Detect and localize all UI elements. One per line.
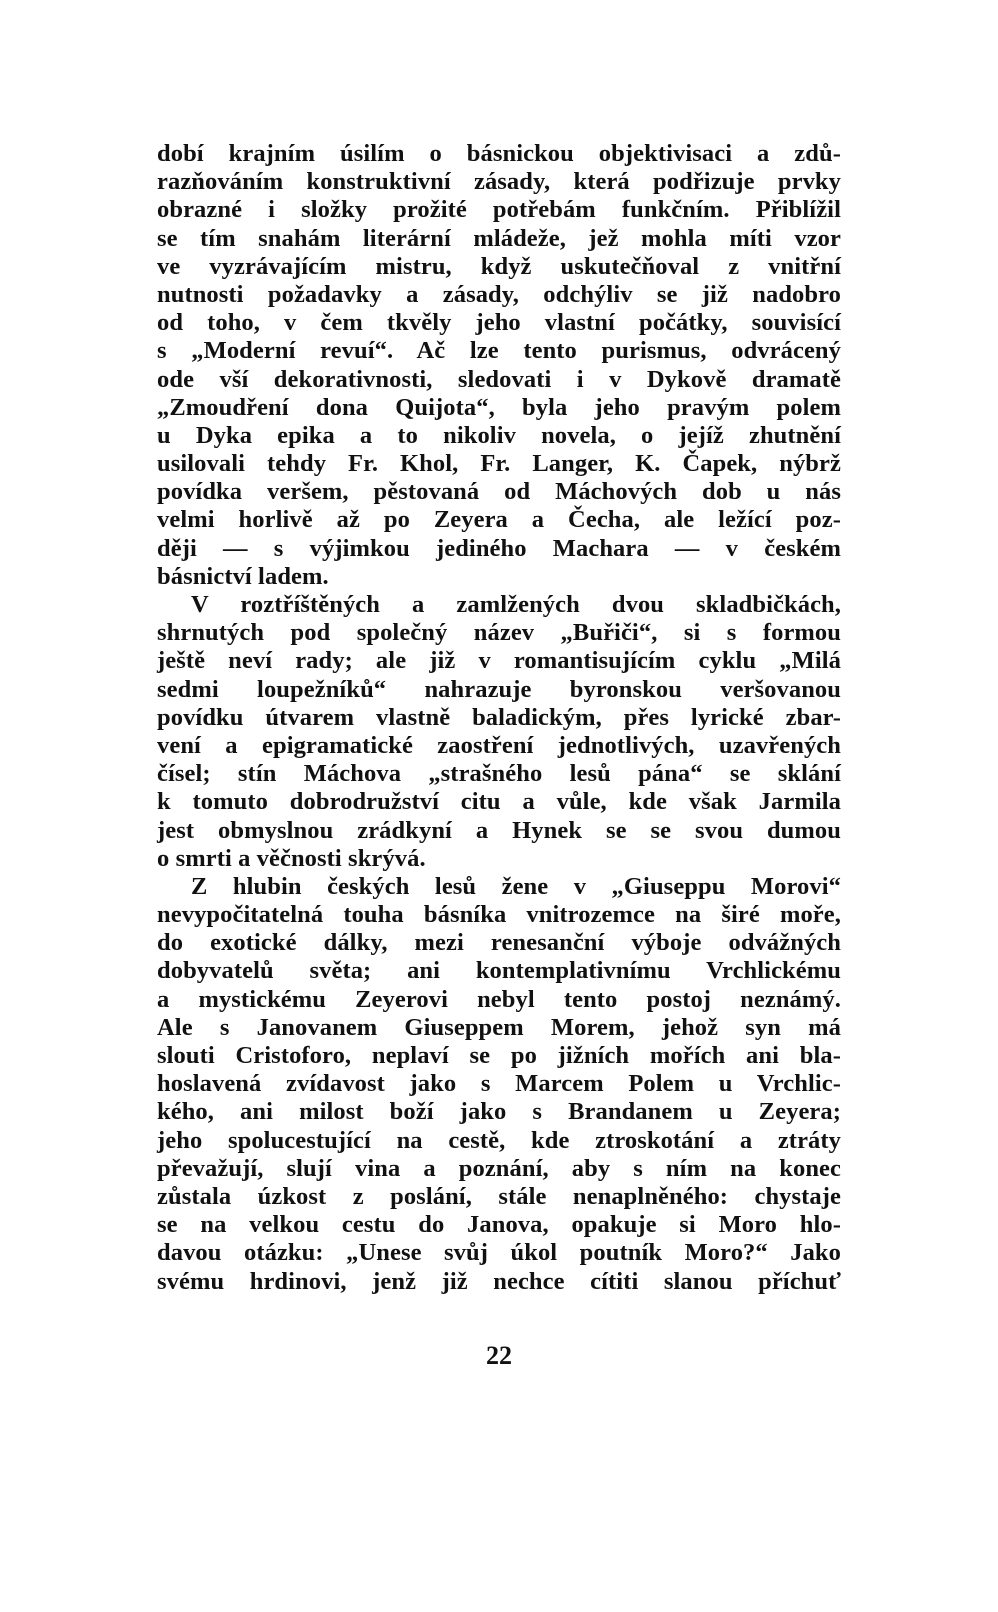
text-line: a mystickému Zeyerovi nebyl tento postoj neznámý. bbox=[157, 985, 841, 1013]
text-line: nutnosti požadavky a zásady, odchýliv se již nadobro bbox=[157, 280, 841, 308]
text-line: u Dyka epika a to nikoliv novela, o jejíž zhutnění bbox=[157, 421, 841, 449]
text-line: sedmi loupežníků“ nahrazuje byronskou veršovanou bbox=[157, 675, 841, 703]
text-line: Ale s Janovanem Giuseppem Morem, jehož syn má bbox=[157, 1013, 841, 1041]
body-text bbox=[157, 140, 841, 1296]
text-line: básnictví ladem. bbox=[157, 562, 329, 590]
text-line: vení a epigramatické zaostření jednotlivých, uzavřených bbox=[157, 731, 841, 759]
text-line: ději — s výjimkou jediného Machara — v českém bbox=[157, 534, 841, 562]
text-line: povídka veršem, pěstovaná od Máchových dob u nás bbox=[157, 478, 841, 506]
text-line: jest obmyslnou zrádkyní a Hynek se se svou dumou bbox=[157, 816, 841, 844]
text-line: dobí krajním úsilím o básnickou objektivisaci a zdů- bbox=[157, 140, 841, 167]
text-line: kého, ani milost boží jako s Brandanem u Zeyera; bbox=[157, 1098, 841, 1126]
text-line: od toho, v čem tkvěly jeho vlastní počátky, souvisící bbox=[157, 309, 841, 337]
text-line: s „Moderní revuí“. Ač lze tento purismus, odvrácený bbox=[157, 337, 841, 365]
text-line: V roztříštěných a zamlžených dvou skladbičkách, bbox=[191, 591, 841, 618]
text-line: davou otázku: „Unese svůj úkol poutník Moro?“ Jako bbox=[157, 1239, 841, 1267]
text-line: k tomuto dobrodružství citu a vůle, kde však Jarmila bbox=[157, 788, 841, 816]
text-line: se tím snahám literární mládeže, jež mohla míti vzor bbox=[157, 224, 841, 252]
text-line: Z hlubin českých lesů žene v „Giuseppu Morovi“ bbox=[191, 872, 841, 900]
text-line: obrazné i složky prožité potřebám funkčním. Přiblížil bbox=[157, 196, 841, 224]
text-line: usilovali tehdy Fr. Khol, Fr. Langer, K. Čapek, nýbrž bbox=[157, 450, 841, 478]
text-line: svému hrdinovi, jenž již nechce cítiti slanou příchuť bbox=[157, 1267, 841, 1295]
text-line: razňováním konstruktivní zásady, která podřizuje prvky bbox=[157, 168, 841, 196]
text-line: dobyvatelů světa; ani kontemplativnímu Vrchlickému bbox=[157, 957, 841, 985]
text-line: nevypočitatelná touha básníka vnitrozemce na širé moře, bbox=[157, 901, 841, 929]
text-line: ještě neví rady; ale již v romantisujícím cyklu „Milá bbox=[157, 647, 841, 675]
text-line: velmi horlivě až po Zeyera a Čecha, ale ležící poz- bbox=[157, 506, 841, 534]
text-line: jeho spolucestující na cestě, kde ztroskotání a ztráty bbox=[157, 1126, 841, 1154]
text-line: slouti Cristoforo, neplaví se po jižních mořích ani bla- bbox=[157, 1042, 841, 1069]
text-line: hoslavená zvídavost jako s Marcem Polem u Vrchlic- bbox=[157, 1070, 841, 1098]
text-line: se na velkou cestu do Janova, opakuje si Moro hlo- bbox=[157, 1211, 841, 1239]
text-line: povídku útvarem vlastně baladickým, přes lyrické zbar- bbox=[157, 703, 841, 731]
text-line: o smrti a věčnosti skrývá. bbox=[157, 844, 426, 872]
text-line: čísel; stín Máchova „strašného lesů pána“ se sklání bbox=[157, 760, 841, 788]
text-line: ode vší dekorativnosti, sledovati i v Dykově dramatě bbox=[157, 365, 841, 393]
text-line: převažují, slují vina a poznání, aby s ním na konec bbox=[157, 1154, 841, 1182]
text-line: shrnutých pod společný název „Buřiči“, si s formou bbox=[157, 619, 841, 647]
text-line: zůstala úzkost z poslání, stále nenaplněného: chystaje bbox=[157, 1182, 841, 1210]
page-number: 22 bbox=[486, 1341, 512, 1370]
text-line: „Zmoudření dona Quijota“, byla jeho pravým polem bbox=[157, 393, 841, 421]
text-line: do exotické dálky, mezi renesanční výboje odvážných bbox=[157, 929, 841, 957]
text-line: ve vyzrávajícím mistru, když uskutečňoval z vnitřní bbox=[157, 252, 841, 280]
